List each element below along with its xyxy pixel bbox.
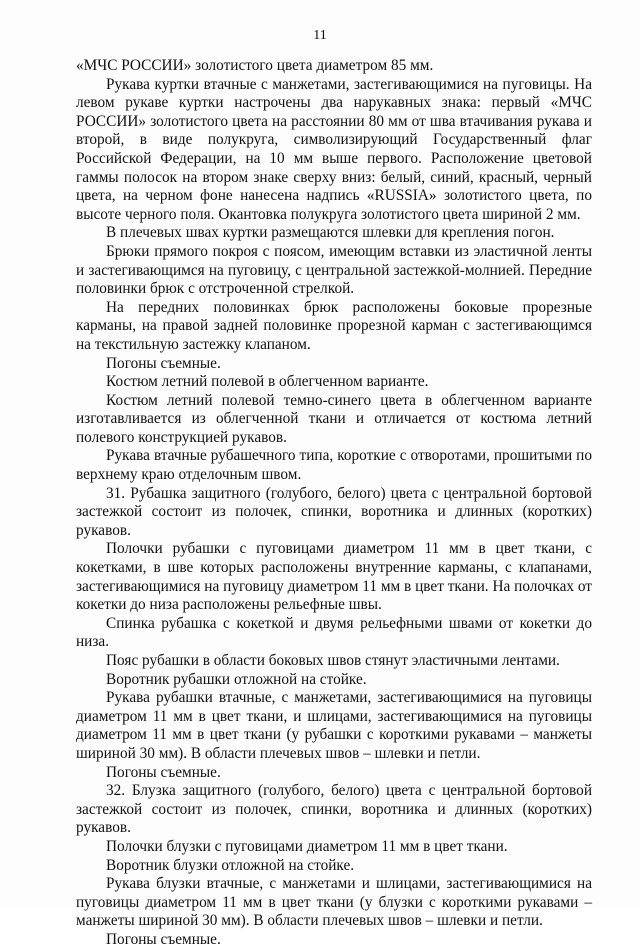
section-heading: Костюм летний полевой в облегченном варианте.	[106, 373, 429, 391]
paragraph: «МЧС РОССИИ» золотистого цвета диаметром 85 мм.	[76, 57, 434, 74]
paragraph: Рукава втачные рубашечного типа, короткие с отворотами, прошитыми по верхнему краю отделочным швом.	[76, 447, 592, 484]
paragraph: Воротник рубашки отложной на стойке.	[106, 670, 367, 688]
paragraph: Рукава куртки втачные с манжетами, застегивающимися на пуговицы. На левом рукаве куртки настрочены два нарукавных знака: первый «МЧС РОССИИ» золотистого цвета на расстоянии 80 мм от шва втачивания рукава и второй, в виде полукруга, символизирующий Государственный флаг Российской Федерации, на 10 мм выше первого. Расположение цветовой гаммы полосок на втором знаке сверху вниз: белый, синий, красный, черный цвета, на черном фоне нанесена надпись «RUSSIA» золотистого цвета, по высоте черного поля. Окантовка полукруга золотистого цвета шириной 2 мм.	[76, 75, 592, 223]
paragraph: В плечевых швах куртки размещаются шлевки для крепления погон.	[106, 224, 555, 242]
paragraph: Полочки блузки с пуговицами диаметром 11 мм в цвет ткани.	[106, 837, 508, 855]
paragraph: Погоны съемные.	[106, 354, 221, 372]
paragraph: Погоны съемные.	[106, 763, 221, 781]
paragraph: Погоны съемные.	[106, 930, 221, 948]
paragraph: Брюки прямого покроя с поясом, имеющим вставки из эластичной ленты и застегивающимся на пуговицу, с центральной застежкой-молнией. Передние половинки брюк с отстроченной стрелкой.	[76, 242, 592, 298]
paragraph: Пояс рубашки в области боковых швов стянут эластичными лентами.	[106, 652, 560, 669]
paragraph: Костюм летний полевой темно-синего цвета в облегченном варианте изготавливается из облегченной ткани и отличается от костюма летний полевого конструкцией рукавов.	[76, 391, 592, 446]
numbered-item-31: 31. Рубашка защитного (голубого, белого) цвета с центральной бортовой застежкой состоит из полочек, спинки, воротника и длинных (коротких) рукавов.	[76, 484, 592, 539]
paragraph: На передних половинках брюк расположены боковые прорезные карманы, на правой задней половинке прорезной карман с застегивающимся на текстильную застежку клапаном.	[76, 298, 592, 353]
page-number: 11	[313, 28, 327, 43]
paragraph: Рукава блузки втачные, с манжетами и шлицами, застегивающимися на пуговицы диаметром 11 мм в цвет ткани (у блузки с короткими рукавами – манжеты шириной 30 мм). В области плечевых швов – шлевки и петли.	[76, 875, 592, 930]
paragraph: Спинка рубашка с кокеткой и двумя рельефными швами от кокетки до низа.	[76, 614, 592, 651]
paragraph: Полочки рубашки с пуговицами диаметром 11 мм в цвет ткани, с кокетками, в шве которых расположены внутренние карманы, с клапанами, застегивающимися на пуговицу диаметром 11 мм в цвет ткани. На полочках от кокетки до низа расположены рельефные швы.	[76, 540, 592, 614]
document-body	[76, 57, 592, 950]
paragraph: Воротник блузки отложной на стойке.	[106, 856, 355, 874]
paragraph: Рукава рубашки втачные, с манжетами, застегивающимися на пуговицы диаметром 11 мм в цвет ткани, и шлицами, застегивающимися на пуговицы диаметром 11 мм в цвет ткани (у рубашки с короткими рукавами – манжеты шириной 30 мм). В области плечевых швов – шлевки и петли.	[76, 689, 592, 762]
numbered-item-32: 32. Блузка защитного (голубого, белого) цвета с центральной бортовой застежкой состоит из полочек, спинки, воротника и длинных (коротких) рукавов.	[76, 782, 592, 837]
